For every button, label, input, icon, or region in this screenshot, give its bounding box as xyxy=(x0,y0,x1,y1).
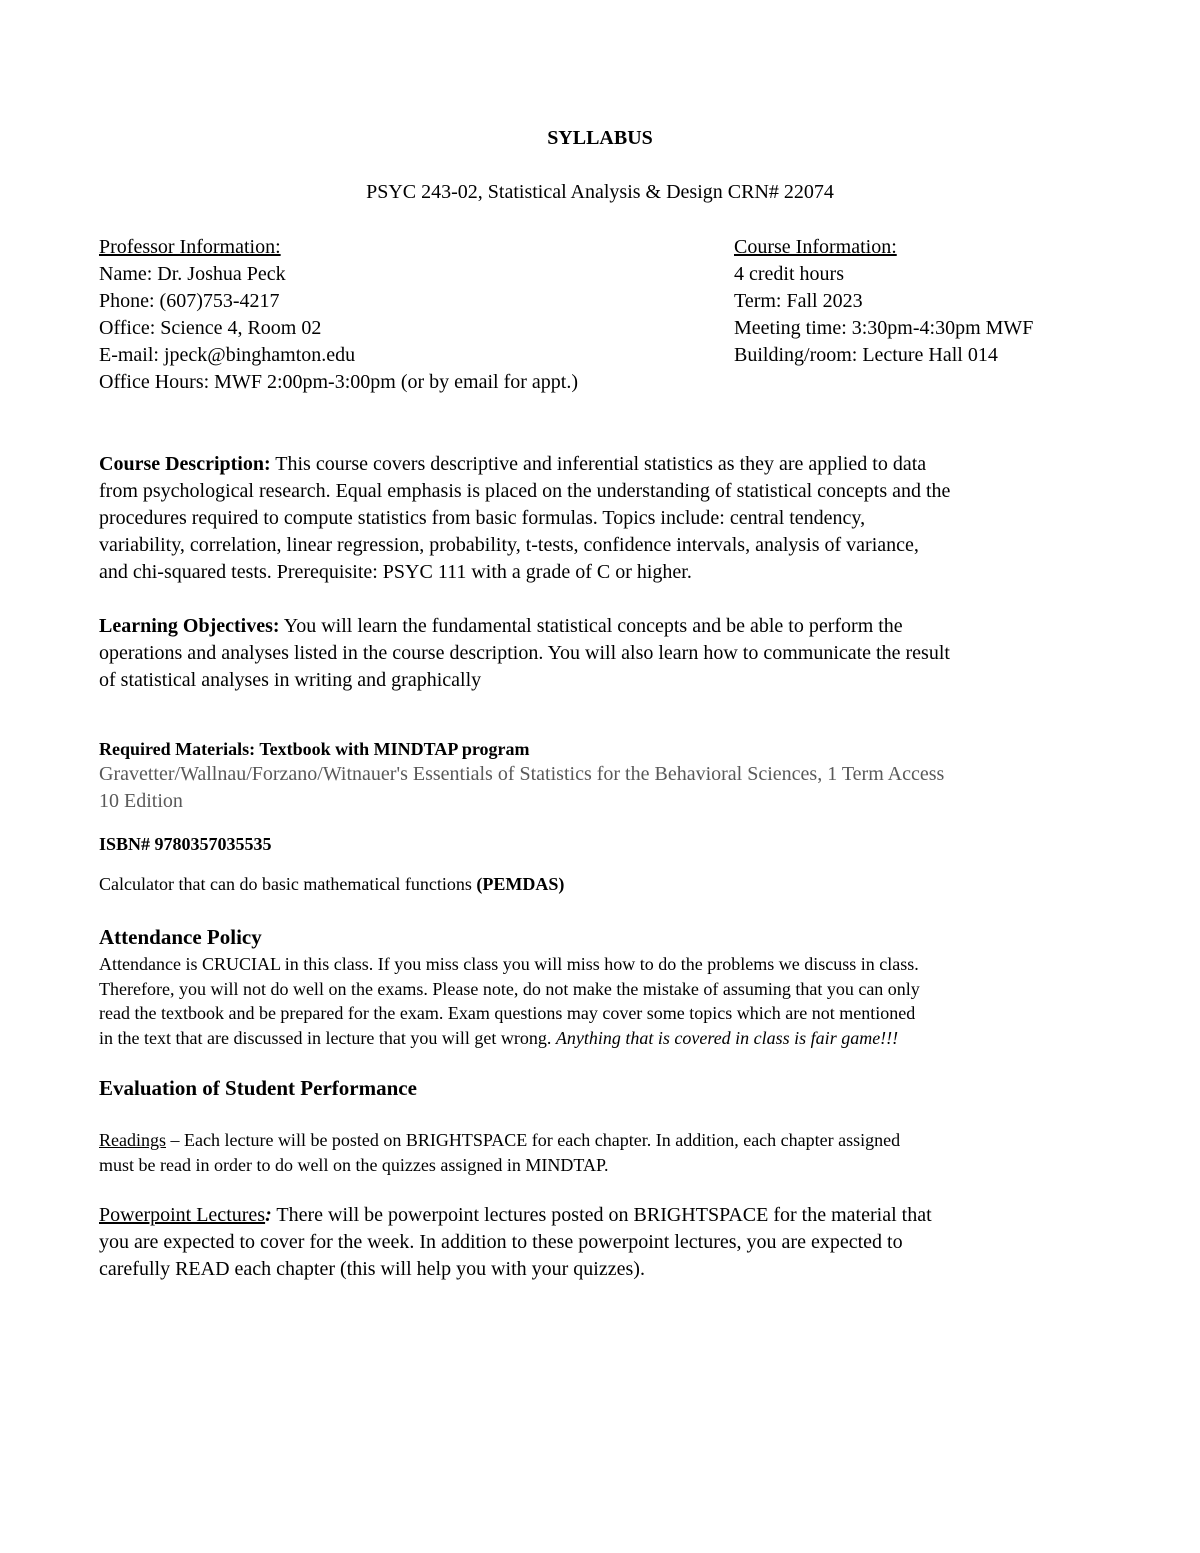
powerpoint-label: Powerpoint Lectures xyxy=(99,1204,266,1226)
learning-objectives-line: You will learn the fundamental statistical concepts and be able to perform the xyxy=(279,615,903,637)
powerpoint-line: carefully READ each chapter (this will help you with your quizzes). xyxy=(99,1258,645,1280)
learning-objectives xyxy=(99,613,950,694)
course-meeting-time: Meeting time: 3:30pm-4:30pm MWF xyxy=(734,317,1034,339)
powerpoint-section xyxy=(99,1202,932,1283)
attendance-line: Attendance is CRUCIAL in this class. If you miss class you will miss how to do the problems we discuss in class. xyxy=(99,954,919,974)
course-line: PSYC 243-02, Statistical Analysis & Design CRN# 22074 xyxy=(366,181,834,203)
calculator-text: Calculator that can do basic mathematical functions xyxy=(99,874,477,894)
attendance-line: in the text that are discussed in lecture that you will get wrong. xyxy=(99,1027,556,1048)
textbook-title xyxy=(99,761,944,815)
course-description-line: and chi-squared tests. Prerequisite: PSYC 111 with a grade of C or higher. xyxy=(99,561,692,583)
textbook-line: 10 Edition xyxy=(99,790,183,812)
attendance-policy xyxy=(99,952,920,1050)
professor-info xyxy=(99,234,578,396)
materials-heading: Required Materials: Textbook with MINDTAP program xyxy=(99,739,530,759)
course-description-line: variability, correlation, linear regression, probability, t-tests, confidence intervals, analysis of variance, xyxy=(99,534,919,556)
learning-objectives-line: operations and analyses listed in the course description. You will also learn how to communicate the result xyxy=(99,642,950,664)
readings-section xyxy=(99,1128,900,1177)
course-info xyxy=(734,234,1033,369)
readings-line: must be read in order to do well on the quizzes assigned in MINDTAP. xyxy=(99,1154,609,1175)
calculator-pemdas: (PEMDAS) xyxy=(476,874,565,894)
professor-office: Office: Science 4, Room 02 xyxy=(99,317,322,339)
readings-line: – Each lecture will be posted on BRIGHTSPACE for each chapter. In addition, each chapter assigned xyxy=(166,1130,901,1150)
attendance-line: read the textbook and be prepared for the exam. Exam questions may cover some topics which are not mentioned xyxy=(99,1003,916,1023)
powerpoint-line: you are expected to cover for the week. In addition to these powerpoint lectures, you are expected to xyxy=(99,1231,903,1253)
textbook-line: Gravetter/Wallnau/Forzano/Witnauer's Essentials of Statistics for the Behavioral Sciences, 1 Term Access xyxy=(99,763,945,785)
evaluation-heading: Evaluation of Student Performance xyxy=(99,1076,417,1100)
powerpoint-line: There will be powerpoint lectures posted on BRIGHTSPACE for the material that xyxy=(271,1204,932,1226)
professor-office-hours: Office Hours: MWF 2:00pm-3:00pm (or by email for appt.) xyxy=(99,371,578,393)
learning-objectives-line: of statistical analyses in writing and graphically xyxy=(99,669,482,691)
course-description-line: procedures required to compute statistics from basic formulas. Topics include: central tendency, xyxy=(99,507,866,529)
professor-info-heading: Professor Information: xyxy=(99,236,281,258)
course-description-label: Course Description: xyxy=(99,453,271,475)
course-credits: 4 credit hours xyxy=(734,263,844,285)
readings-label: Readings xyxy=(99,1130,166,1150)
course-description xyxy=(99,451,950,586)
attendance-heading: Attendance Policy xyxy=(99,925,262,949)
attendance-emphasis: Anything that is covered in class is fair game!!! xyxy=(555,1027,899,1048)
professor-phone: Phone: (607)753-4217 xyxy=(99,290,280,312)
page-title: SYLLABUS xyxy=(547,127,653,149)
isbn: ISBN# 9780357035535 xyxy=(99,834,272,854)
calculator-requirement xyxy=(99,874,564,895)
course-description-line: This course covers descriptive and inferential statistics as they are applied to data xyxy=(270,453,927,475)
attendance-line: Therefore, you will not do well on the exams. Please note, do not make the mistake of assuming that you can only xyxy=(99,978,920,999)
course-info-heading: Course Information: xyxy=(734,236,897,258)
course-term: Term: Fall 2023 xyxy=(734,290,863,312)
course-description-line: from psychological research. Equal emphasis is placed on the understanding of statistical concepts and the xyxy=(99,480,951,502)
powerpoint-colon: : xyxy=(265,1204,272,1226)
learning-objectives-label: Learning Objectives: xyxy=(99,615,280,637)
professor-email: E-mail: jpeck@binghamton.edu xyxy=(99,344,356,366)
professor-name: Name: Dr. Joshua Peck xyxy=(99,263,286,285)
course-room: Building/room: Lecture Hall 014 xyxy=(734,344,998,366)
